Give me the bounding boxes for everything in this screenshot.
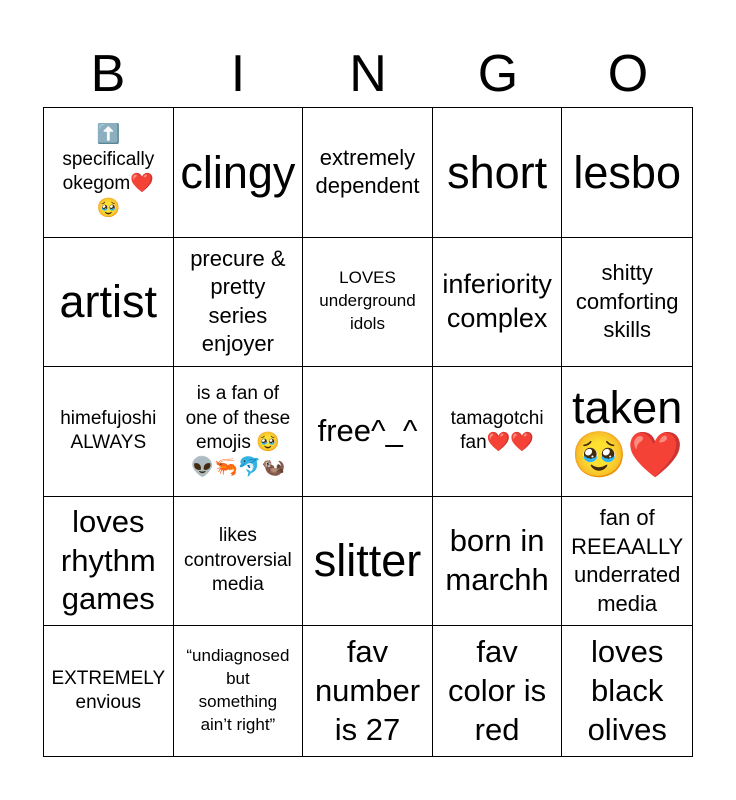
bingo-cell[interactable]: EXTREMELY envious xyxy=(44,626,174,756)
bingo-cell[interactable]: lesbo xyxy=(562,108,692,238)
bingo-cell[interactable]: loves black olives xyxy=(587,634,667,747)
header-letter-o: O xyxy=(607,45,649,103)
bingo-cell[interactable]: precure & pretty series enjoyer xyxy=(174,238,304,368)
bingo-cell[interactable]: ⬆️ specifically okegom❤️ 🥹 xyxy=(44,108,174,238)
bingo-cell[interactable]: slitter xyxy=(303,497,433,627)
bingo-header xyxy=(43,44,693,104)
bingo-cell[interactable]: fav color is red xyxy=(433,626,563,756)
header-letter-g: G xyxy=(477,45,519,103)
free-space-cell[interactable]: free^_^ xyxy=(303,367,433,497)
bingo-cell[interactable]: short xyxy=(433,108,563,238)
bingo-cell[interactable]: born in marchh xyxy=(433,497,563,627)
bingo-cell[interactable]: loves rhythm games xyxy=(44,497,174,627)
bingo-cell[interactable]: clingy xyxy=(174,108,304,238)
header-letter-i: I xyxy=(230,45,246,103)
bingo-cell[interactable]: inferiority complex xyxy=(433,238,563,368)
bingo-cell[interactable]: “undiagnosed but something ain’t right” xyxy=(174,626,304,756)
bingo-cell[interactable]: fan of REEAALLY underrated media xyxy=(562,497,692,627)
bingo-cell[interactable]: artist xyxy=(44,238,174,368)
bingo-cell[interactable]: himefujoshi ALWAYS xyxy=(44,367,174,497)
bingo-cell[interactable]: tamagotchi fan❤️❤️ xyxy=(433,367,563,497)
bingo-cell[interactable]: extremely dependent xyxy=(303,108,433,238)
bingo-cell[interactable]: taken 🥹❤️ xyxy=(562,367,692,497)
bingo-board xyxy=(43,107,693,757)
bingo-cell[interactable]: LOVES underground idols xyxy=(303,238,433,368)
bingo-cell[interactable]: fav number is 27 xyxy=(303,626,433,756)
bingo-cell[interactable]: is a fan of one of these emojis 🥹 👽🦐🐬🦦 xyxy=(174,367,304,497)
header-letter-b: B xyxy=(90,45,126,103)
header-letter-n: N xyxy=(349,45,387,103)
bingo-cell[interactable]: shitty comforting skills xyxy=(562,238,692,368)
bingo-cell[interactable]: likes controversial media xyxy=(174,497,304,627)
